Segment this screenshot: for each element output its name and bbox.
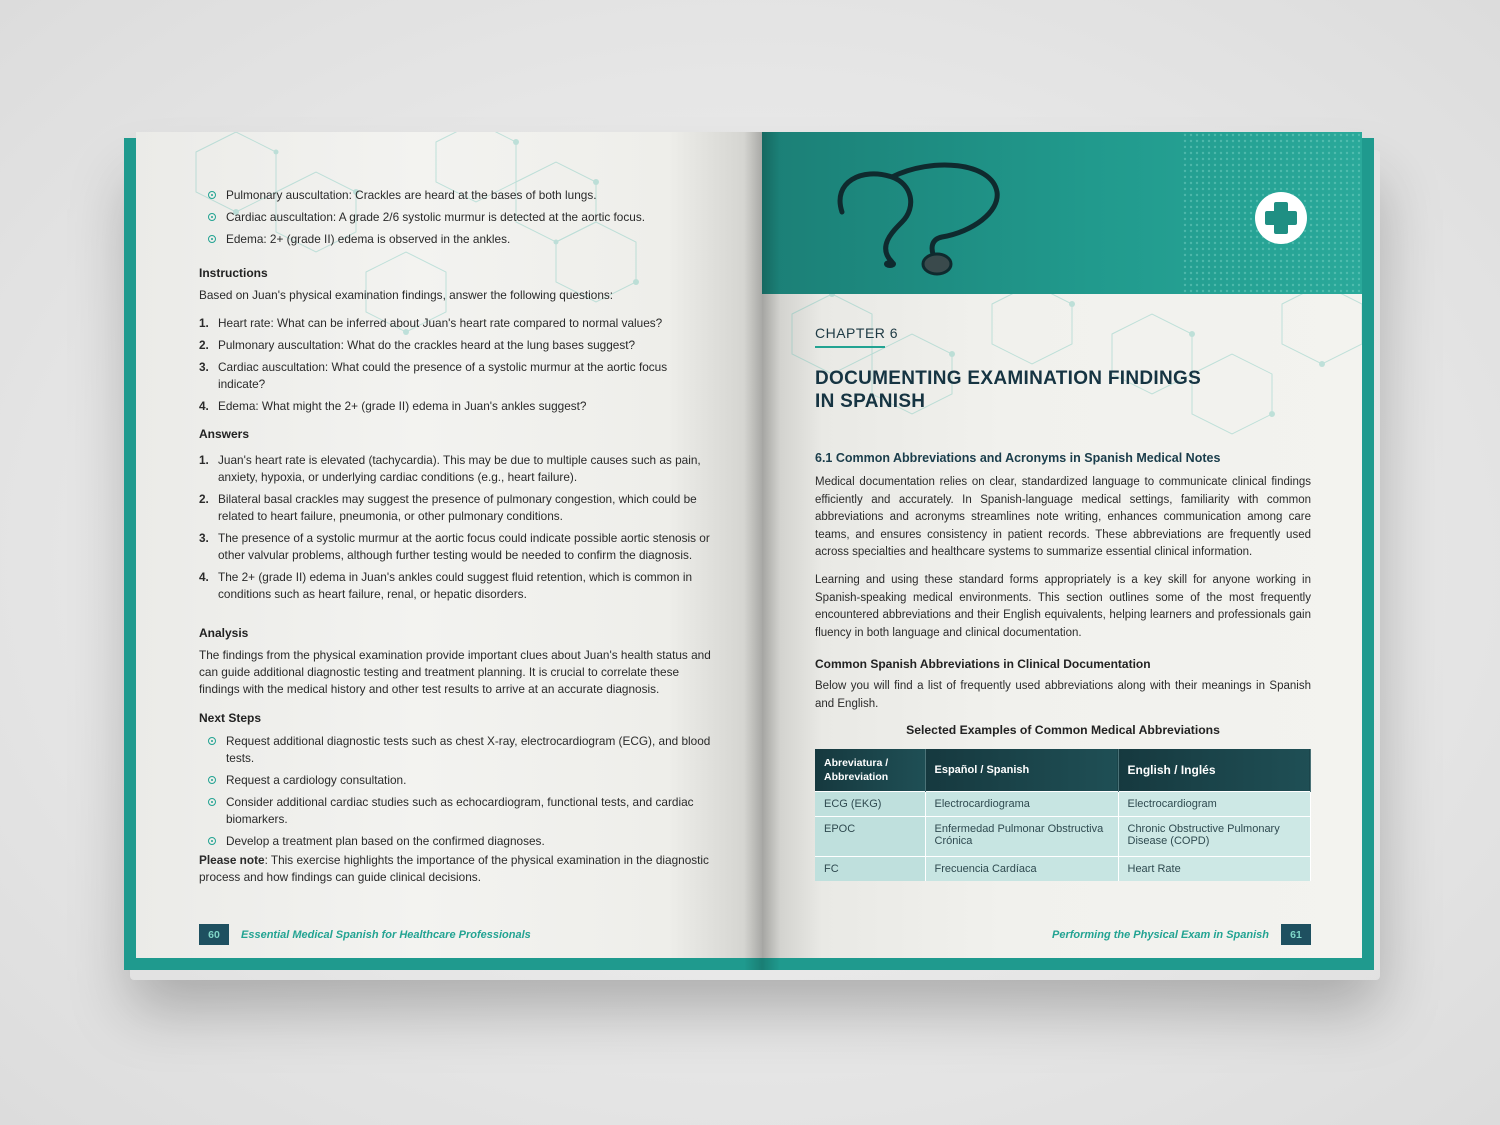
section-title-text: 6.1 Common Abbreviations and Acronyms in Spanish Medical Notes [815,451,1221,465]
bullet-circle-icon [208,213,216,221]
chapter-banner [762,132,1362,294]
list-number: 1. [199,453,209,467]
subheading: Common Spanish Abbreviations in Clinical Documentation [815,657,1151,671]
table-cell: Heart Rate [1118,856,1311,881]
list-item [199,315,711,332]
intro-paragraph-1: Medical documentation relies on clear, standardized language to communicate clinical findings efficiently and accurately. In Spanish-language medical settings, familiarity with common abbreviations and acronyms streamlines note writing, enhances communication among care teams, and ensures consistency in patient records. These abbreviations are frequently used across specialties and healthcare systems to summarize essential clinical information. [815,476,1311,559]
questions-list [199,315,711,415]
list-number: 4. [199,399,209,413]
list-item [199,491,711,525]
section-title [815,451,1311,465]
next-steps-section [199,710,711,855]
table-cell: FC [815,856,925,881]
list-number: 1. [199,316,209,330]
list-number: 3. [199,360,209,374]
list-item-text: Pulmonary auscultation: What do the crackles heard at the lung bases suggest? [218,338,636,352]
list-item-text: The presence of a systolic murmur at the aortic focus could indicate possible aortic stenosis or other valvular problems, although further testing would be needed to confirm the diagnosis. [218,531,710,562]
table-cell: Enfermedad Pulmonar Obstructiva Crónica [925,816,1118,856]
table-row [815,791,1311,816]
bullet-circle-icon [208,235,216,243]
list-item-text: Request additional diagnostic tests such as chest X-ray, electrocardiogram (ECG), and blood tests. [226,734,711,765]
right-page [762,132,1362,970]
left-page [136,132,762,970]
list-item [199,398,711,415]
bullet-circle-icon [208,798,216,806]
list-item [199,530,711,564]
list-number: 2. [199,338,209,352]
page-number: 61 [1281,924,1311,945]
list-item-text: Edema: What might the 2+ (grade II) edema in Juan's ankles suggest? [218,399,587,413]
book-gutter [744,132,780,970]
table-cell: Chronic Obstructive Pulmonary Disease (COPD) [1118,816,1311,856]
table-header-cell: Español / Spanish [925,749,1118,791]
abbreviations-table [815,749,1311,881]
list-item [199,833,711,850]
table-row [815,816,1311,856]
table-cell: ECG (EKG) [815,791,925,816]
table-cell: Frecuencia Cardíaca [925,856,1118,881]
list-item [199,187,711,204]
bullet-circle-icon [208,837,216,845]
top-bullet-list [199,187,711,253]
chapter-title-line1: DOCUMENTING EXAMINATION FINDINGS [815,368,1202,389]
bullet-circle-icon [208,737,216,745]
answers-list [199,452,711,603]
chapter-header [815,325,1311,348]
analysis-section [199,625,711,704]
list-item [199,231,711,248]
list-item-text: Cardiac auscultation: A grade 2/6 systolic murmur is detected at the aortic focus. [226,210,645,224]
table-header-row [815,749,1311,791]
page-number: 60 [199,924,229,945]
list-number: 3. [199,531,209,545]
next-steps-heading: Next Steps [199,711,262,725]
list-number: 4. [199,570,209,584]
cover-edge-right [1362,138,1374,970]
table-cell: Electrocardiograma [925,791,1118,816]
table-header-cell: Abreviatura / Abbreviation [815,749,925,791]
instructions-heading: Instructions [199,266,268,280]
answers-section [199,426,711,608]
instructions-intro: Based on Juan's physical examination findings, answer the following questions: [199,288,614,302]
note-paragraph [199,852,711,886]
chapter-title-line2: IN SPANISH [815,391,926,412]
table-caption: Selected Examples of Common Medical Abbreviations [906,723,1220,737]
note-text: : This exercise highlights the importance of the physical examination in the diagnostic process and how findings can guide clinical decisions. [199,853,709,884]
running-title: Essential Medical Spanish for Healthcare Professionals [241,928,531,941]
list-item [199,209,711,226]
list-item [199,772,711,789]
list-item [199,452,711,486]
table-cell: Electrocardiogram [1118,791,1311,816]
list-item-text: The 2+ (grade II) edema in Juan's ankles could suggest fluid retention, which is common in conditions such as heart failure, renal, or hepatic disorders. [218,570,693,601]
list-item-text: Consider additional cardiac studies such as echocardiogram, functional tests, and cardiac biomarkers. [226,795,694,826]
list-item [199,569,711,603]
list-item [199,794,711,828]
list-item [199,359,711,393]
list-item-text: Edema: 2+ (grade II) edema is observed in the ankles. [226,232,511,246]
medical-cross-icon [1255,192,1307,244]
analysis-text: The findings from the physical examination provide important clues about Juan's health status and can guide additional diagnostic testing and treatment planning. It is crucial to correlate these findings with the medical history and other test results to arrive at an accurate diagnosis. [199,648,711,696]
left-footer [199,924,531,945]
list-item-text: Develop a treatment plan based on the confirmed diagnoses. [226,834,545,848]
list-item [199,733,711,767]
bullet-circle-icon [208,191,216,199]
chapter-underline [815,346,885,348]
analysis-heading: Analysis [199,626,249,640]
subheading-text: Below you will find a list of frequently used abbreviations along with their meanings in Spanish and English. [815,680,1311,710]
list-item-text: Juan's heart rate is elevated (tachycardia). This may be due to multiple causes such as pain, anxiety, hypoxia, or underlying cardiac conditions (e.g., heart failure). [218,453,701,484]
list-item-text: Cardiac auscultation: What could the presence of a systolic murmur at the aortic focus indicate? [218,360,668,391]
bullet-circle-icon [208,776,216,784]
chapter-label: CHAPTER 6 [815,325,899,341]
answers-heading: Answers [199,427,250,441]
list-item-text: Bilateral basal crackles may suggest the presence of pulmonary congestion, which could be related to heart failure, pneumonia, or other pulmonary conditions. [218,492,697,523]
list-item-text: Pulmonary auscultation: Crackles are heard at the bases of both lungs. [226,188,597,202]
list-item [199,337,711,354]
cover-edge-left [124,138,136,970]
intro-paragraph-2: Learning and using these standard forms appropriately is a key skill for anyone working in Spanish-speaking medical environments. This section outlines some of the most frequently encountered abbreviations and their English equivalents, helping learners and professionals gain fluency in both language and clinical documentation. [815,574,1311,639]
bottom-band [136,958,762,970]
table-header-cell: English / Inglés [1118,749,1311,791]
next-steps-list [199,733,711,850]
table-row [815,856,1311,881]
bottom-band [762,958,1362,970]
list-item-text: Request a cardiology consultation. [226,773,407,787]
note-label: Please note [199,853,265,867]
instructions-section [199,265,711,420]
chapter-title [815,367,1311,413]
stethoscope-icon [822,152,1022,282]
running-title: Performing the Physical Exam in Spanish [1051,928,1269,941]
list-item-text: Heart rate: What can be inferred about Juan's heart rate compared to normal values? [218,316,663,330]
list-number: 2. [199,492,209,506]
right-footer [1052,924,1311,945]
table-cell: EPOC [815,816,925,856]
